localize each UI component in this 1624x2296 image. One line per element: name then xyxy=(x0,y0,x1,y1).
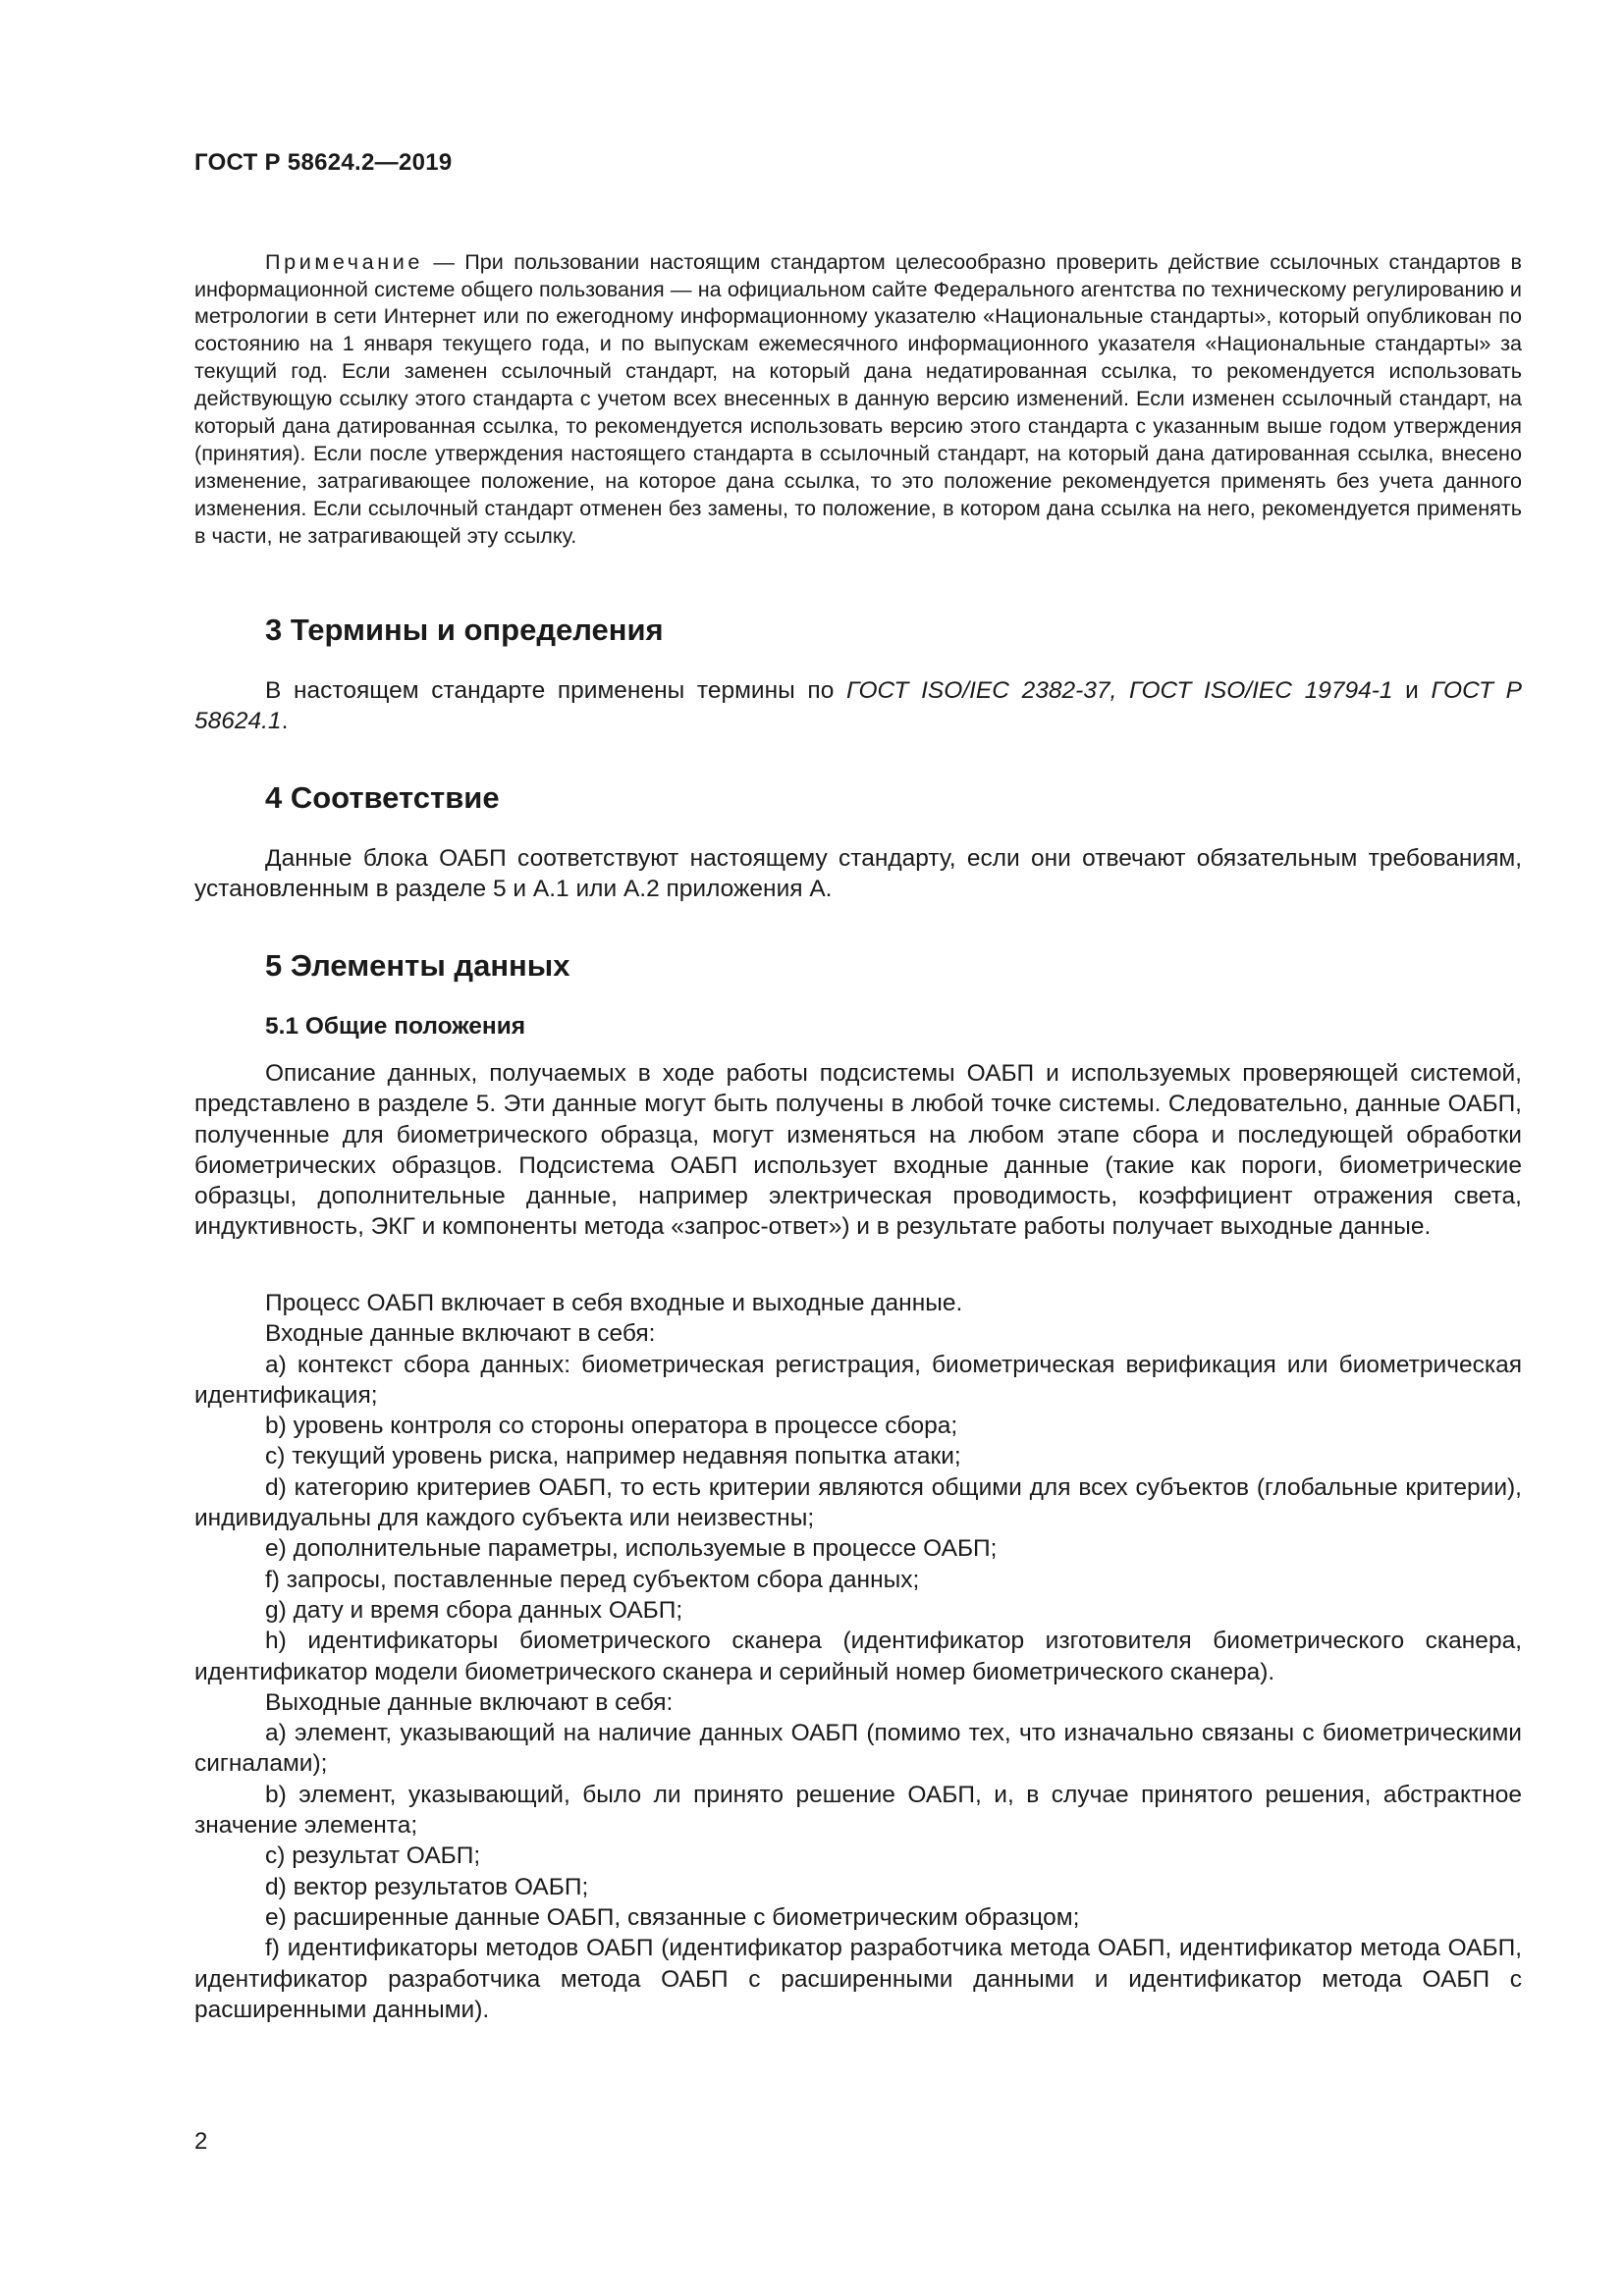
section-3-conj: и xyxy=(1392,677,1432,704)
section-5-title: 5 Элементы данных xyxy=(265,948,570,983)
note-text: — При пользовании настоящим стандартом целесообразно проверить действие ссылочных стандартов в информационной системе общего пользования — на официальном сайте Федерального агентства по техническому регулированию и метрологии в сети Интернет или по ежегодному информационному указателю «Национальные стандарты», который опубликован по состоянию на 1 января текущего года, и по выпускам ежемесячного информационного указателя «Национальные стандарты» за текущий год. Если заменен ссылочный стандарт, на который дана недатированная ссылка, то рекомендуется использовать действующую ссылку этого стандарта с учетом всех внесенных в данную версию изменений. Если изменен ссылочный стандарт, на который дана датированная ссылка, то рекомендуется использовать версию этого стандарта с указанным выше годом утверждения (принятия). Если после утверждения настоящего стандарта в ссылочный стандарт, на который дана датированная ссылка, внесено изменение, затрагивающее положение, на которое дана ссылка, то это положение рекомендуется применять без учета данного изменения. Если ссылочный стандарт отменен без замены, то положение, в котором дана ссылка на него, рекомендуется применять в части, не затрагивающей эту ссылку. xyxy=(194,248,1522,548)
section-4-title: 4 Соответствие xyxy=(265,780,500,815)
section-3-text xyxy=(194,675,1522,737)
input-item-d: d) категорию критериев ОАБП, то есть критерии являются общими для всех субъектов (глобальные критерии), индивидуальны для каждого субъекта или неизвестны; xyxy=(194,1473,1522,1532)
document-code-header: ГОСТ Р 58624.2—2019 xyxy=(194,149,453,176)
output-heading: Выходные данные включают в себя: xyxy=(265,1688,674,1716)
section-5-1-body xyxy=(194,1288,1522,2025)
section-5-1-title: 5.1 Общие положения xyxy=(265,1013,526,1040)
output-item-e: e) расширенные данные ОАБП, связанные с биометрическим образцом; xyxy=(265,1903,1080,1931)
input-item-f: f) запросы, поставленные перед субъектом сбора данных; xyxy=(265,1566,920,1593)
section-3-end: . xyxy=(281,708,289,735)
section-5-1-intro: Описание данных, получаемых в ходе работы подсистемы ОАБП и используемых проверяющей системой, представлено в разделе 5. Эти данные могут быть получены в любой точке системы. Следовательно, данные ОАБП, полученные для биометрического образца, могут изменяться на любом этапе сбора и последующей обработки биометрических образцов. Подсистема ОАБП использует входные данные (такие как пороги, биометрические образцы, дополнительные данные, например электрическая проводимость, коэффициент отражения света, индуктивность, ЭКГ и компоненты метода «запрос-ответ») и в результате работы получает выходные данные. xyxy=(194,1060,1522,1241)
input-item-e: e) дополнительные параметры, используемые в процессе ОАБП; xyxy=(265,1535,998,1563)
output-item-c: c) результат ОАБП; xyxy=(265,1842,481,1870)
output-item-d: d) вектор результатов ОАБП; xyxy=(265,1873,589,1900)
input-item-h: h) идентификаторы биометрического сканера (идентификатор изготовителя биометрического сканера, идентификатор модели биометрического сканера и серийный номер биометрического сканера). xyxy=(194,1628,1522,1685)
section-4-text: Данные блока ОАБП соответствуют настоящему стандарту, если они отвечают обязательным требованиям, установленным в разделе 5 и А.1 или А.2 приложения А. xyxy=(194,845,1522,903)
input-item-b: b) уровень контроля со стороны оператора в процессе сбора; xyxy=(265,1413,958,1440)
output-item-f: f) идентификаторы методов ОАБП (идентификатор разработчика метода ОАБП, идентификатор метода ОАБП, идентификатор разработчика метода ОАБП с расширенными данными и идентификатор метода ОАБП с расширенными данными). xyxy=(194,1935,1522,2023)
input-heading: Входные данные включают в себя: xyxy=(265,1320,656,1348)
note-label: Примечание xyxy=(265,248,423,274)
output-item-a: a) элемент, указывающий на наличие данных ОАБП (помимо тех, что изначально связаны с биометрическими сигналами); xyxy=(194,1720,1522,1778)
output-item-b: b) элемент, указывающий, было ли принято решение ОАБП, и, в случае принятого решения, абстрактное значение элемента; xyxy=(194,1781,1522,1840)
section-3-refs: ГОСТ ISO/IEC 2382-37, ГОСТ ISO/IEC 19794-1 xyxy=(845,677,1393,704)
note-paragraph xyxy=(194,248,1522,550)
input-item-g: g) дату и время сбора данных ОАБП; xyxy=(265,1596,683,1624)
section-3-ref-last: ГОСТ Р 58624.1 xyxy=(194,677,1522,735)
input-item-a: a) контекст сбора данных: биометрическая регистрация, биометрическая верификация или биометрическая идентификация; xyxy=(194,1351,1522,1409)
input-item-c: c) текущий уровень риска, например недавняя попытка атаки; xyxy=(265,1443,961,1470)
section-3-text-lead: В настоящем стандарте применены термины по xyxy=(265,677,846,704)
process-text: Процесс ОАБП включает в себя входные и выходные данные. xyxy=(265,1290,963,1316)
page-number: 2 xyxy=(194,2128,208,2155)
section-3-title: 3 Термины и определения xyxy=(265,613,664,647)
